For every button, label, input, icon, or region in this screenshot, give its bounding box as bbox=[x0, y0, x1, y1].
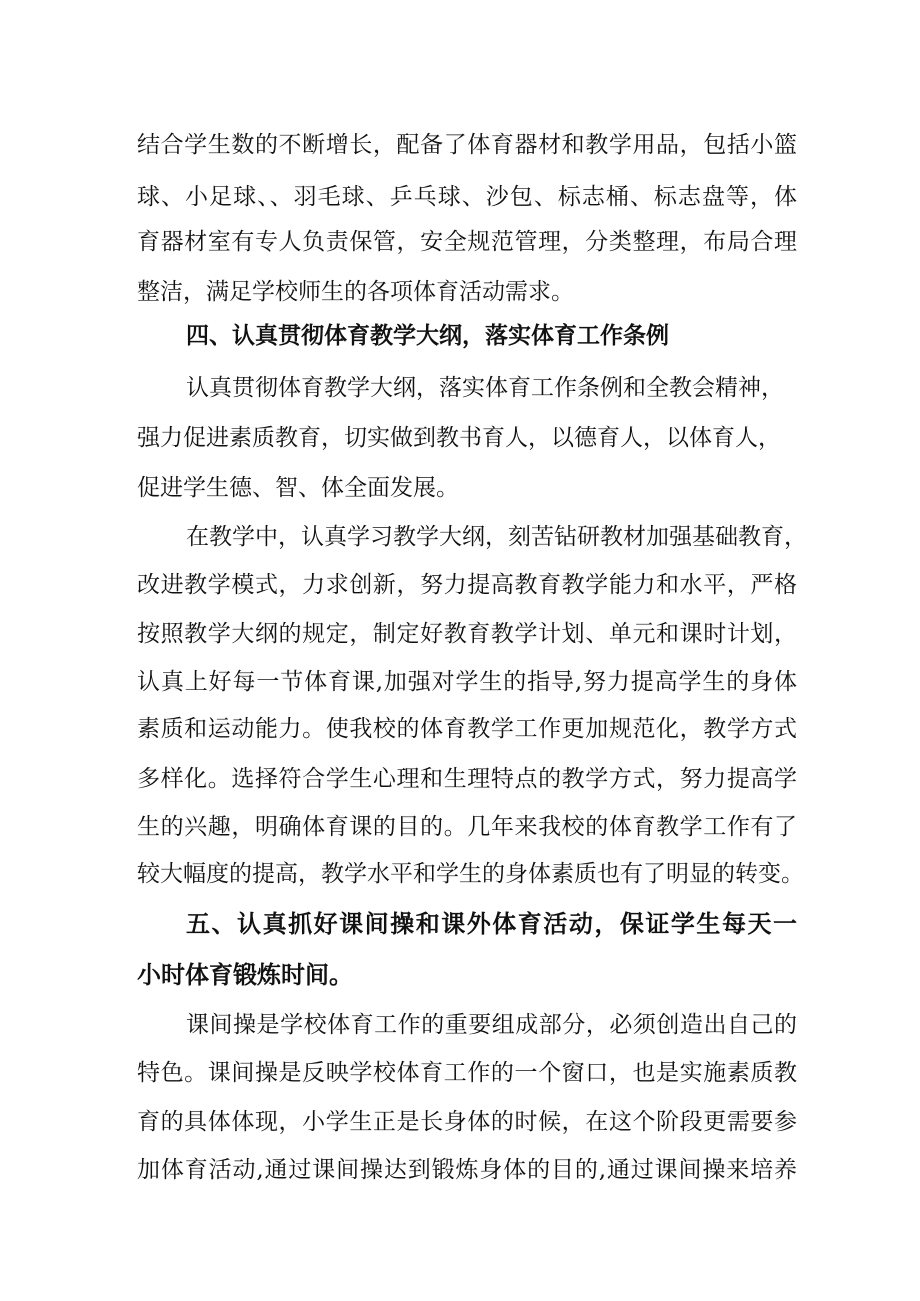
paragraph-3-line-2: 改进教学模式，力求创新，努力提高教育教学能力和水平，严格 bbox=[137, 572, 797, 598]
paragraph-4-line-1: 课间操是学校体育工作的重要组成部分，必须创造出自己的 bbox=[186, 1012, 797, 1038]
paragraph-3-line-3: 按照教学大纲的规定，制定好教育教学计划、单元和课时计划， bbox=[137, 621, 797, 647]
paragraph-2-line-2: 强力促进素质教育，切实做到教书育人，以德育人，以体育人， bbox=[137, 425, 781, 451]
paragraph-1-line-2: 球、小足球、、羽毛球、乒乓球、沙包、标志桶、标志盘等，体 bbox=[137, 184, 797, 210]
paragraph-1-line-1: 结合学生数的不断增长，配备了体育器材和教学用品，包括小篮 bbox=[137, 132, 797, 158]
paragraph-3-line-6: 多样化。选择符合学生心理和生理特点的教学方式，努力提高学 bbox=[137, 766, 797, 792]
paragraph-3-line-8: 较大幅度的提高，教学水平和学生的身体素质也有了明显的转变。 bbox=[137, 861, 804, 887]
section-heading-5-line-2: 小时体育锻炼时间。 bbox=[137, 961, 353, 989]
section-heading-4: 四、认真贯彻体育教学大纲，落实体育工作条例 bbox=[186, 323, 669, 349]
paragraph-3-line-4: 认真上好每一节体育课,加强对学生的指导,努力提高学生的身体 bbox=[137, 669, 797, 695]
paragraph-3-line-5: 素质和运动能力。使我校的体育教学工作更加规范化，教学方式 bbox=[137, 716, 797, 742]
paragraph-1-line-4: 整洁，满足学校师生的各项体育活动需求。 bbox=[137, 279, 574, 305]
paragraph-4-line-3: 育的具体体现，小学生正是长身体的时候，在这个阶段更需要参 bbox=[137, 1109, 797, 1135]
paragraph-2-line-1: 认真贯彻体育教学大纲，落实体育工作条例和全教会精神， bbox=[186, 375, 784, 401]
paragraph-4-line-4: 加体育活动,通过课间操达到锻炼身体的目的,通过课间操来培养 bbox=[137, 1157, 797, 1183]
paragraph-2-line-3: 促进学生德、智、体全面发展。 bbox=[137, 475, 459, 501]
section-heading-5-line-1: 五、认真抓好课间操和课外体育活动，保证学生每天一 bbox=[186, 910, 797, 938]
paragraph-3-line-7: 生的兴趣，明确体育课的目的。几年来我校的体育教学工作有了 bbox=[137, 814, 797, 840]
paragraph-3-line-1: 在教学中，认真学习教学大纲，刻苦钻研教材加强基础教育， bbox=[186, 524, 807, 550]
paragraph-4-line-2: 特色。课间操是反映学校体育工作的一个窗口，也是实施素质教 bbox=[137, 1060, 797, 1086]
paragraph-1-line-3: 育器材室有专人负责保管，安全规范管理，分类整理，布局合理 bbox=[137, 229, 797, 255]
